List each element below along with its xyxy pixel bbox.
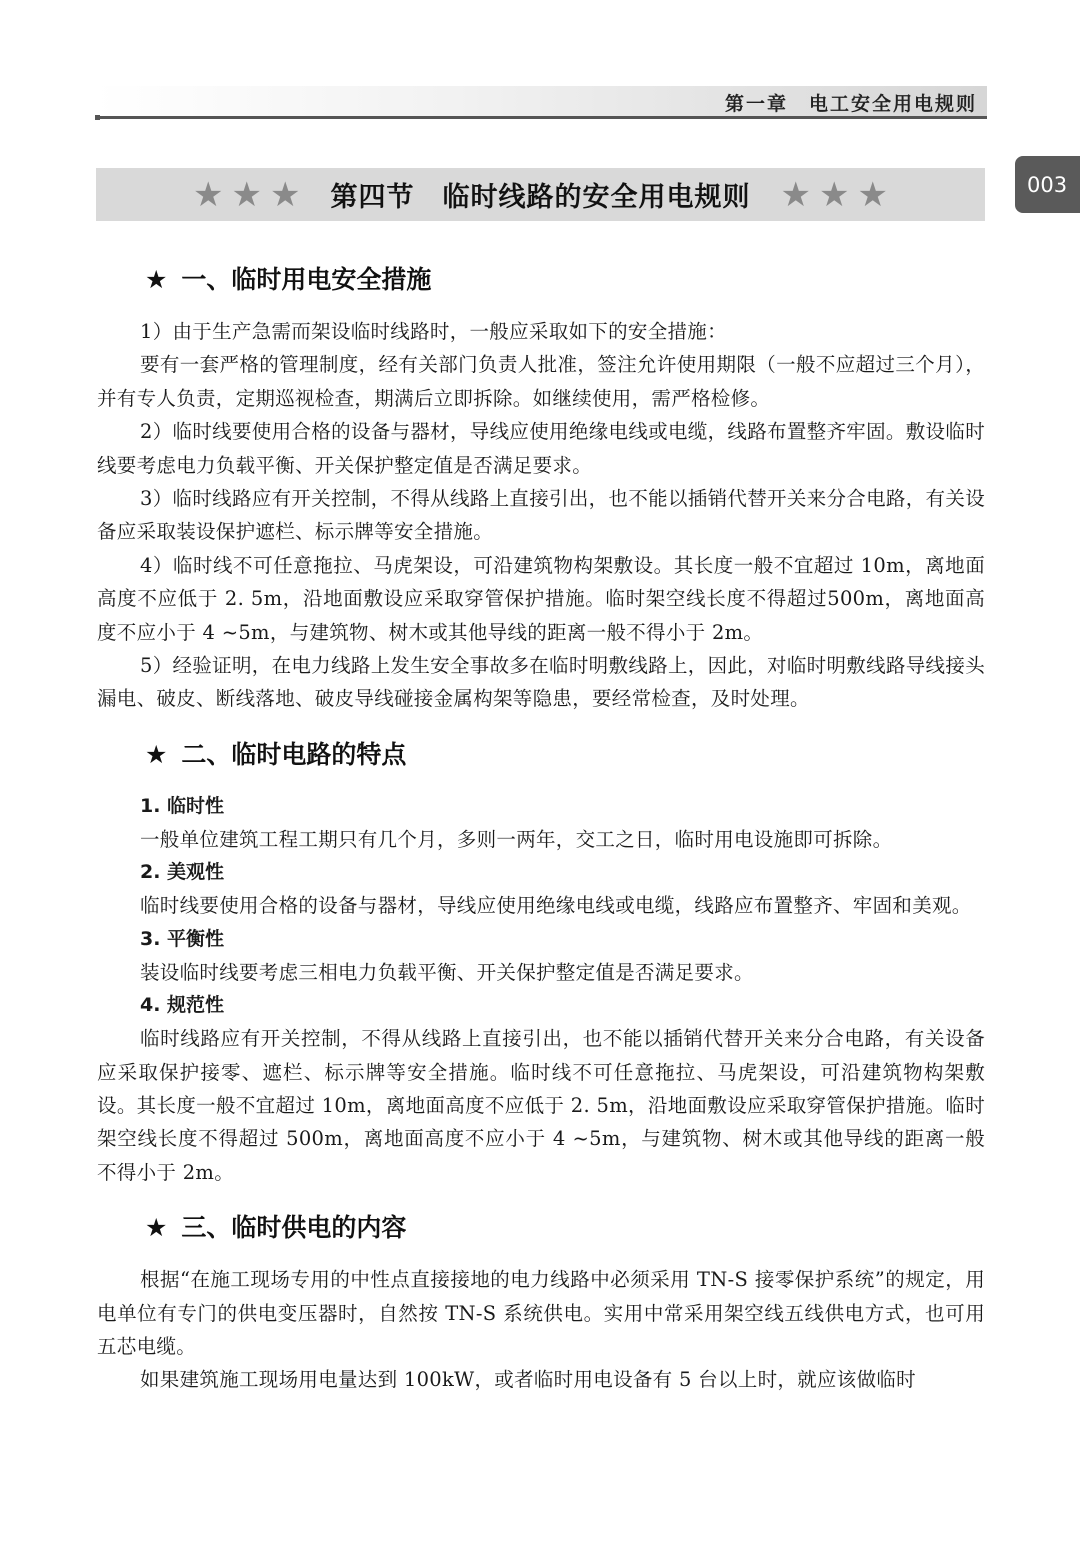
star-icon: ★ [193,174,224,215]
section-heading-text: 三、临时供电的内容 [181,1213,407,1243]
running-head [95,86,987,119]
paragraph: 3）临时线路应有开关控制，不得从线路上直接引出，也不能以插销代替开关来分合电路，有关设备应采取装设保护遮栏、标示牌等安全措施。 [97,487,985,544]
star-icon: ★ [231,174,263,215]
paragraph: 临时线路应有开关控制，不得从线路上直接引出，也不能以插销代替开关来分合电路，有关设备应采取保护接零、遮栏、标示牌等安全措施。临时线不可任意拖拉、马虎架设，可沿建筑物构架敷设。其长度一般不宜超过 10m，离地面高度不应低于 2. 5m，沿地面敷设应采取穿管保护措施。临时架空线长度不得超过 500m，离地面高度不应小于 4 ~5m，与建筑物、树木或其他导线的距离一般不得小于 2m。 [97,1027,985,1184]
paragraph: 1）由于生产急需而架设临时线路时，一般应采取如下的安全措施： [140,320,727,343]
paragraph: 装设临时线要考虑三相电力负载平衡、开关保护整定值是否满足要求。 [140,960,754,984]
paragraph: 4）临时线不可任意拖拉、马虎架设，可沿建筑物构架敷设。其长度一般不宜超过 10m，离地面高度不应低于 2. 5m，沿地面敷设应采取穿管保护措施。临时架空线长度不得超过500m，离地面高度不应小于 4 ~5m，与建筑物、树木或其他导线的距离一般不得小于 2m。 [97,553,985,644]
paragraph: 5）经验证明，在电力线路上发生安全事故多在临时明敷线路上，因此，对临时明敷线路导线接头漏电、破皮、断线落地、破皮导线碰接金属构架等隐患，要经常检查，及时处理。 [97,654,985,711]
star-icon: ★ [145,265,168,294]
banner-stars-right [780,174,888,215]
star-icon: ★ [818,174,850,215]
page-body [97,255,985,1397]
subheading: 2. 美观性 [140,861,225,884]
paragraph: 如果建筑施工现场用电量达到 100kW，或者临时用电设备有 5 台以上时，就应该做临时 [140,1368,916,1392]
paragraph: 根据“在施工现场专用的中性点直接接地的电力线路中必须采用 TN-S 接零保护系统”的规定，用电单位有专门的供电变压器时，自然按 TN-S 系统供电。实用中常采用架空线五线供电方式，也可用五芯电缆。 [97,1268,985,1358]
star-icon: ★ [780,174,811,215]
section-heading [97,1203,985,1253]
chapter-title: 第一章 电工安全用电规则 [724,93,977,115]
subheading: 1. 临时性 [140,794,225,817]
banner-stars-left [193,174,301,215]
section-heading [97,255,985,305]
paragraph: 要有一套严格的管理制度，经有关部门负责人批准，签注允许使用期限（一般不应超过三个月），并有专人负责，定期巡视检查，期满后立即拆除。如继续使用，需严格检修。 [97,353,985,410]
paragraph: 2）临时线要使用合格的设备与器材，导线应使用绝缘电线或电缆，线路布置整齐牢固。敷设临时线要考虑电力负载平衡、开关保护整定值是否满足要求。 [97,420,985,477]
subheading: 4. 规范性 [140,994,225,1017]
star-icon: ★ [145,739,168,769]
section-heading-text: 一、临时用电安全措施 [181,265,432,294]
subheading: 3. 平衡性 [140,927,225,950]
star-icon: ★ [857,174,888,215]
section-title: 第四节 临时线路的安全用电规则 [330,182,751,213]
page-number-tab [1015,156,1080,213]
section-heading [97,730,985,780]
star-icon: ★ [270,174,301,215]
paragraph: 临时线要使用合格的设备与器材，导线应使用绝缘电线或电缆，线路应布置整齐、牢固和美观。 [140,894,972,918]
running-head-marker [95,115,100,120]
paragraph: 一般单位建筑工程工期只有几个月，多则一两年，交工之日，临时用电设施即可拆除。 [140,827,893,851]
page-number: 003 [1027,172,1068,197]
section-banner [96,168,985,221]
section-heading-text: 二、临时电路的特点 [181,739,407,769]
star-icon: ★ [145,1213,168,1243]
